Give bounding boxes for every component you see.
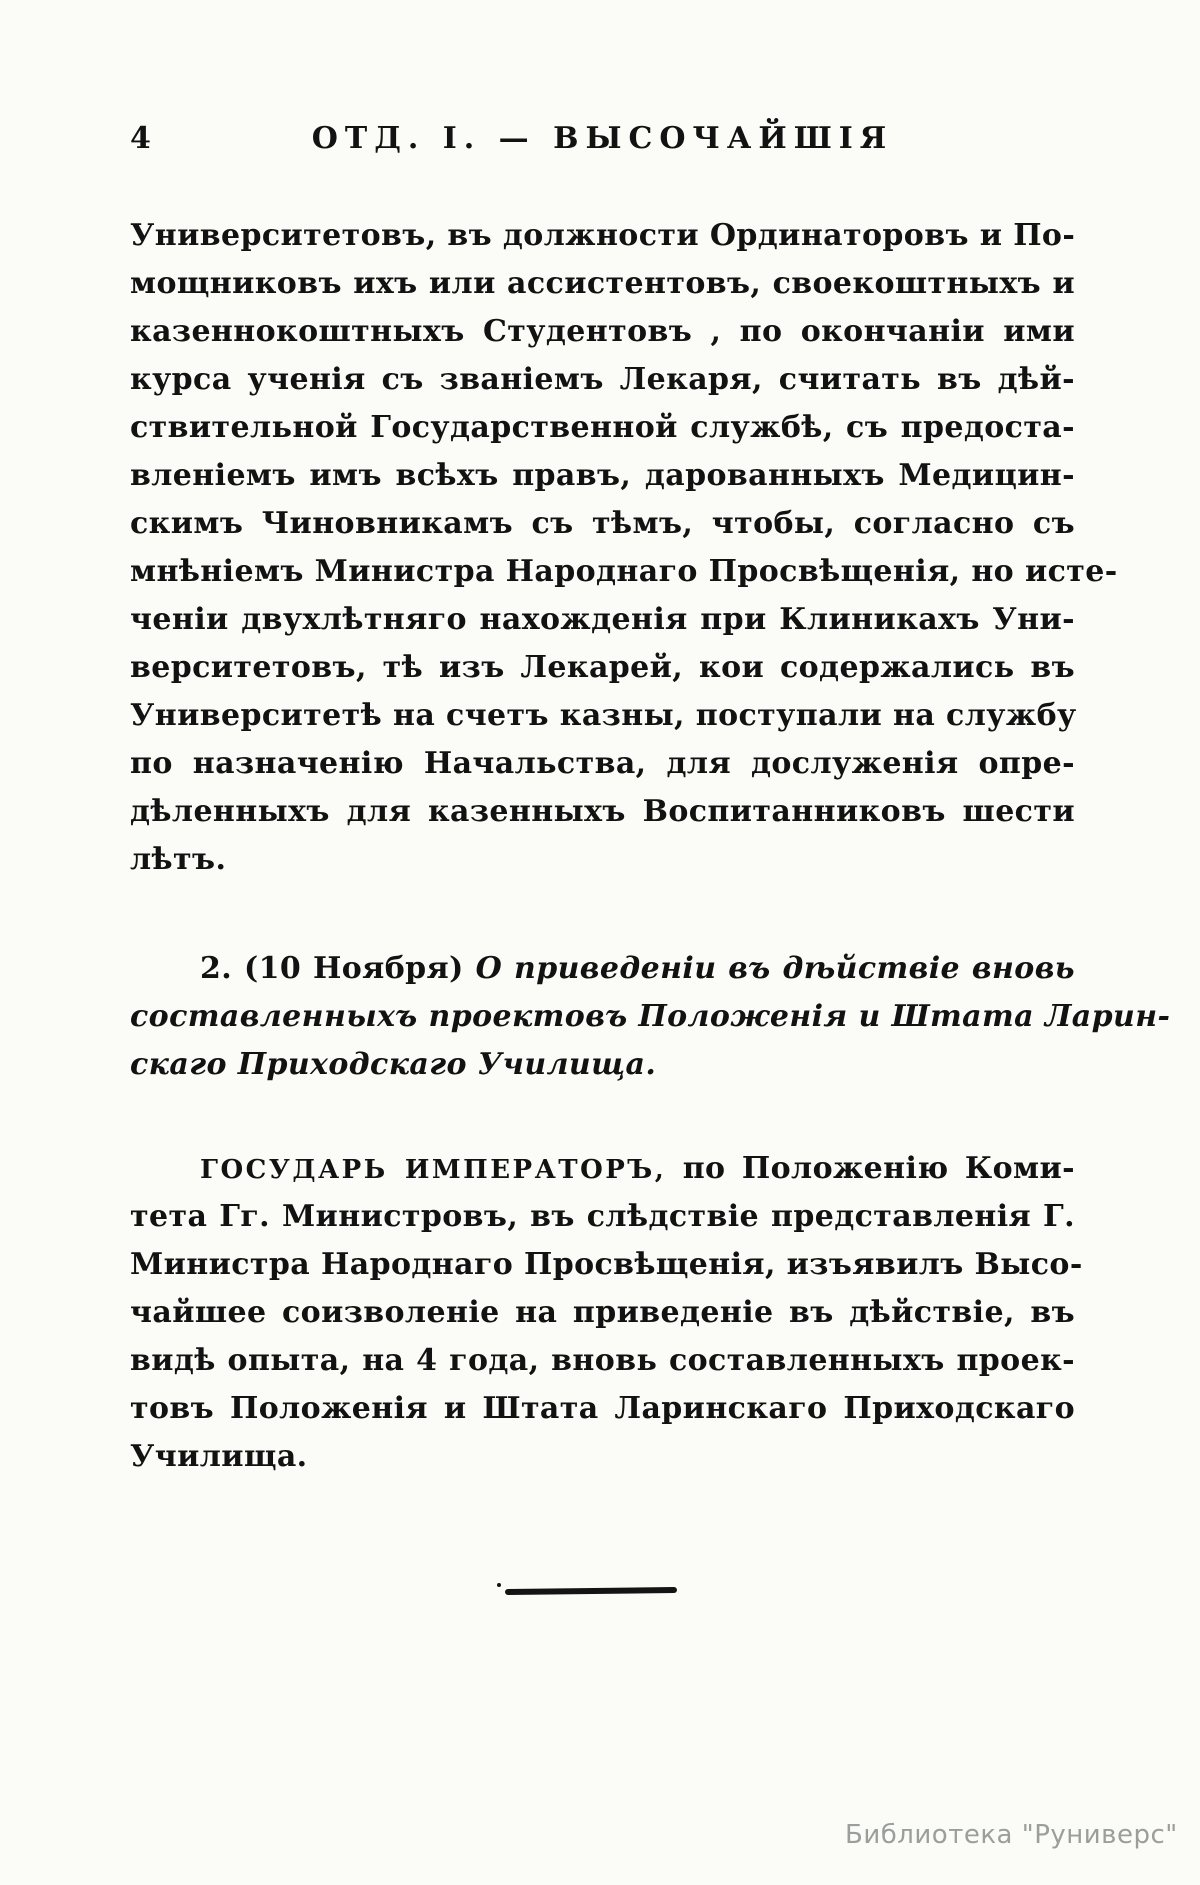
text-line: по назначенію Начальства, для дослуженія опре-	[130, 746, 1075, 781]
section-heading	[130, 945, 1171, 1089]
text-line: верситетовъ, тѣ изъ Лекарей, кои содержались въ	[130, 650, 1075, 685]
running-title: ОТД. I. — ВЫСОЧАЙШІЯ	[311, 121, 894, 156]
text-line: Училища.	[130, 1439, 308, 1474]
page-number: 4	[130, 121, 151, 156]
section-title-part: О приведеніи въ дѣйствіе вновь	[475, 951, 1075, 986]
section-heading-line: скаго Приходскаго Училища.	[130, 1047, 657, 1082]
text-line: дѣленныхъ для казенныхъ Воспитанниковъ шести	[130, 794, 1075, 829]
text-line: товъ Положенія и Штата Ларинскаго Приходскаго	[130, 1391, 1075, 1426]
divider-dot	[497, 1583, 501, 1587]
text-line: мнѣніемъ Министра Народнаго Просвѣщенія, но исте-	[130, 554, 1118, 589]
text-line: казеннокоштныхъ Студентовъ , по окончаніи ими	[130, 314, 1075, 349]
text-line: вленіемъ имъ всѣхъ правъ, дарованныхъ Медицин-	[130, 458, 1075, 493]
text-line: тета Гг. Министровъ, въ слѣдствіе представленія Г.	[130, 1199, 1075, 1234]
watermark: Библиотека "Руниверс"	[845, 1820, 1178, 1850]
text-line: Университетовъ, въ должности Ординаторовъ и По-	[130, 218, 1076, 253]
text-line: ствительной Государственной службѣ, съ предоста-	[130, 410, 1075, 445]
section-heading-line: составленныхъ проектовъ Положенія и Штата Ларин-	[130, 999, 1171, 1034]
paragraph-decree-2	[130, 1145, 1083, 1481]
text-line: ченіи двухлѣтняго нахожденія при Клиникахъ Уни-	[130, 602, 1075, 637]
section-divider	[505, 1587, 677, 1595]
text-line: скимъ Чиновникамъ съ тѣмъ, чтобы, согласно съ	[130, 506, 1075, 541]
text-line: видѣ опыта, на 4 года, вновь составленныхъ проек-	[130, 1343, 1075, 1378]
text-line	[130, 1145, 1075, 1193]
section-number-date: 2. (10 Ноября)	[200, 951, 464, 986]
sovereign-emperor-caps: ГОСУДАРЬ ИМПЕРАТОРЪ,	[200, 1155, 667, 1185]
text-line: мощниковъ ихъ или ассистентовъ, своекоштныхъ и	[130, 266, 1075, 301]
section-heading-line	[130, 945, 1075, 993]
paragraph-decree-1	[130, 212, 1118, 884]
text-line: Университетѣ на счетъ казны, поступали на службу	[130, 698, 1077, 733]
text-line: чайшее соизволеніе на приведеніе въ дѣйствіе, въ	[130, 1295, 1075, 1330]
page-header	[130, 118, 1075, 160]
text-line: Министра Народнаго Просвѣщенія, изъявилъ Высо-	[130, 1247, 1083, 1282]
text-line: курса ученія съ званіемъ Лекаря, считать въ дѣй-	[130, 362, 1075, 397]
text-line: лѣтъ.	[130, 842, 227, 877]
text-line-rest: по Положенію Коми-	[682, 1151, 1075, 1186]
